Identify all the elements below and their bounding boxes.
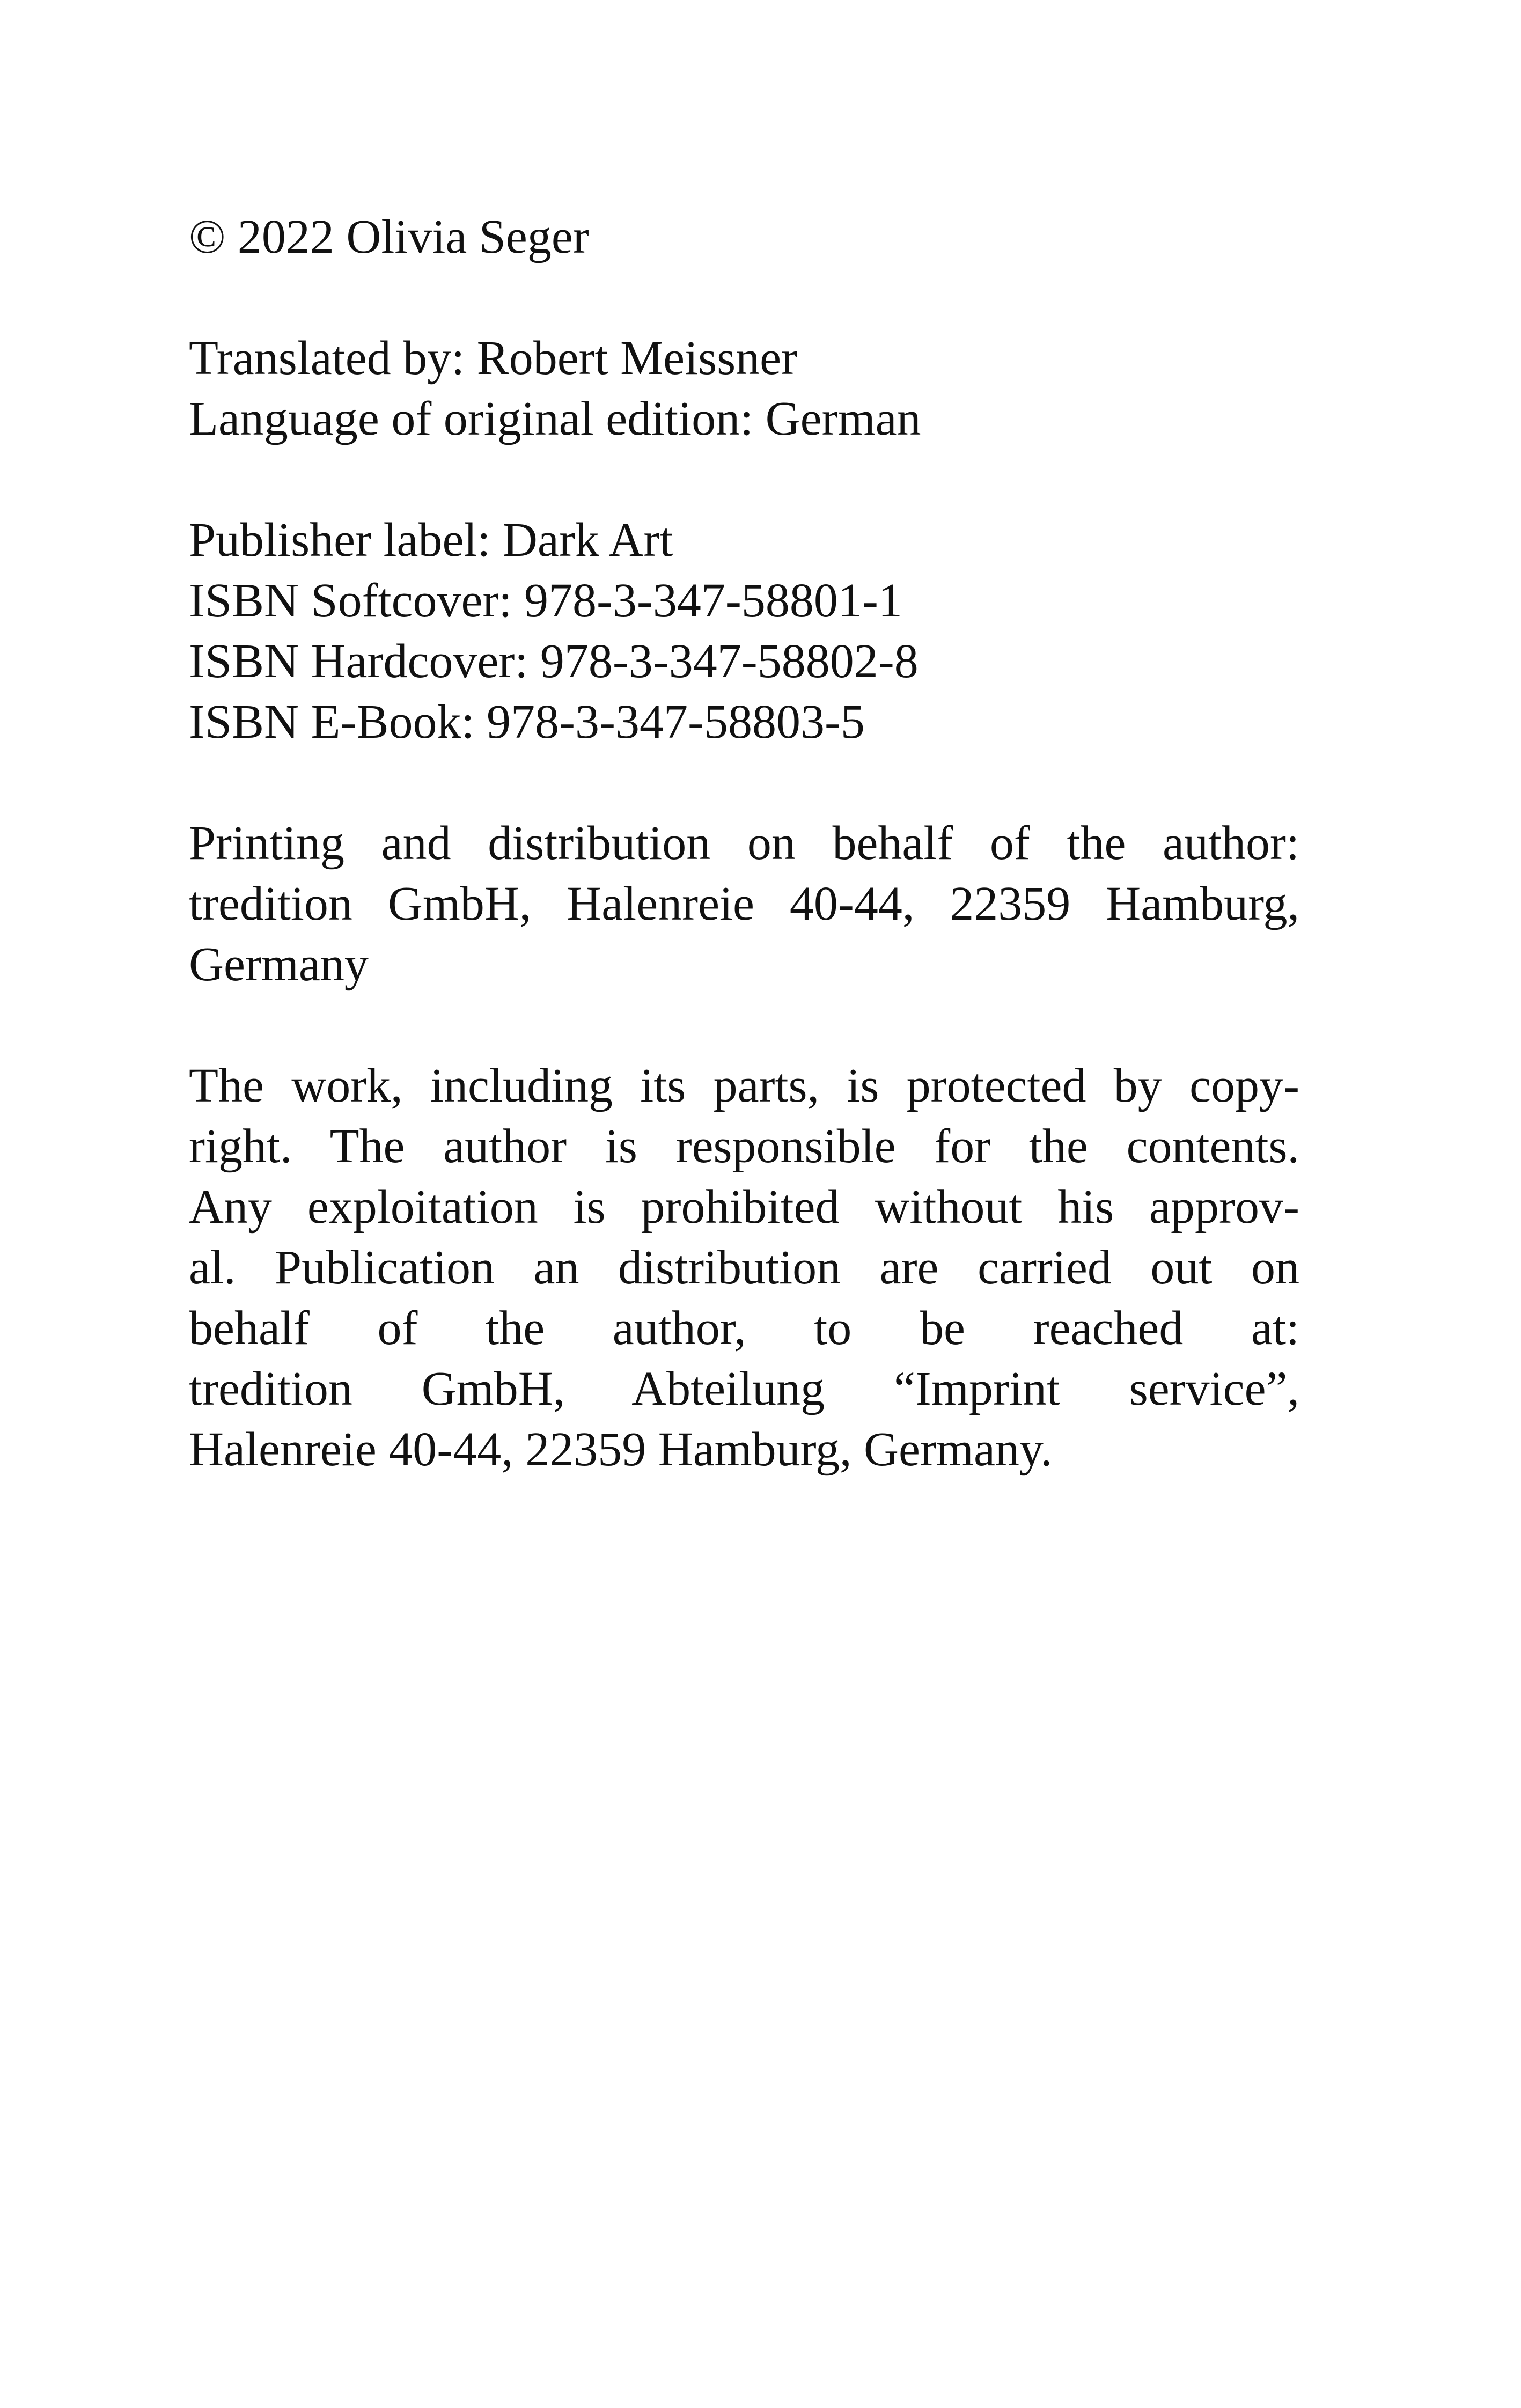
printing-line: Printing and distribution on behalf of the author:	[189, 817, 1299, 870]
printing-line: tredition GmbH, Halenreie 40-44, 22359 Hamburg,	[189, 877, 1299, 930]
imprint-text	[189, 207, 1299, 1480]
printing-line: Germany	[189, 938, 369, 991]
copyright-line: © 2022 Olivia Seger	[189, 210, 589, 263]
spacer	[189, 995, 1299, 1055]
rights-line: right. The author is responsible for the contents.	[189, 1120, 1299, 1173]
rights-line: al. Publication an distribution are carried out on	[189, 1241, 1299, 1294]
isbn-ebook-line: ISBN E-Book: 978-3-347-58803-5	[189, 695, 865, 748]
rights-line: tredition GmbH, Abteilung “Imprint service”,	[189, 1362, 1299, 1415]
original-language-line: Language of original edition: German	[189, 392, 921, 445]
spacer	[189, 449, 1299, 510]
spacer	[189, 267, 1299, 328]
isbn-hardcover-line: ISBN Hardcover: 978-3-347-58802-8	[189, 635, 919, 688]
rights-line: The work, including its parts, is protected by copy-	[189, 1059, 1299, 1112]
rights-line: Any exploitation is prohibited without his approv-	[189, 1180, 1299, 1234]
publisher-label-line: Publisher label: Dark Art	[189, 513, 673, 567]
rights-line: behalf of the author, to be reached at:	[189, 1302, 1299, 1355]
spacer	[189, 752, 1299, 813]
translator-line: Translated by: Robert Meissner	[189, 332, 798, 385]
isbn-softcover-line: ISBN Softcover: 978-3-347-58801-1	[189, 574, 902, 627]
rights-line: Halenreie 40-44, 22359 Hamburg, Germany.	[189, 1423, 1053, 1476]
